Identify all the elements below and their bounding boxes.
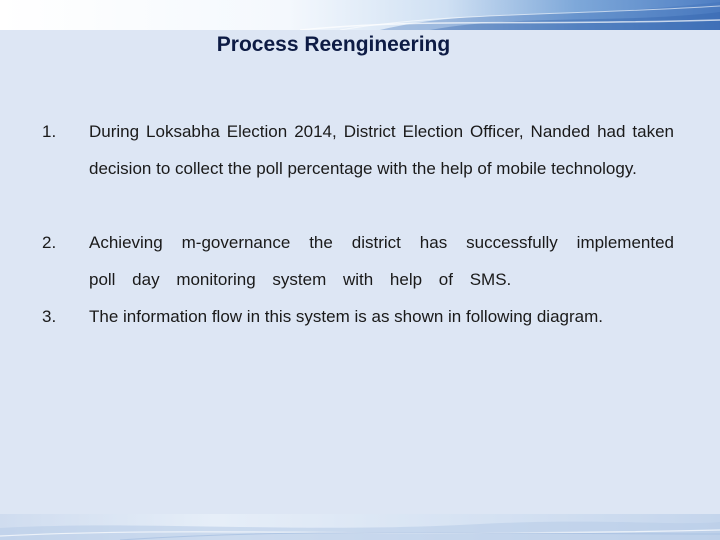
list-item-text: During Loksabha Election 2014, District Election Officer, Nanded had taken decision to collect the poll percentage with the help of mobile technology.: [89, 122, 674, 178]
list-item-number: 2.: [42, 233, 57, 252]
banner-wave-graphic: [0, 0, 720, 30]
top-decorative-banner: [0, 0, 720, 30]
list-item-text: Achieving m-governance the district has successfully implemented poll day monitoring system with help of SMS.: [89, 233, 674, 289]
list-item-number: 1.: [42, 122, 57, 141]
list-item-text: The information flow in this system is as shown in following diagram.: [89, 307, 603, 326]
bottom-wave-graphic: [0, 514, 720, 540]
bottom-decorative-band: [0, 514, 720, 540]
slide-title: Process Reengineering: [216, 33, 451, 56]
list-item-number: 3.: [42, 307, 57, 326]
